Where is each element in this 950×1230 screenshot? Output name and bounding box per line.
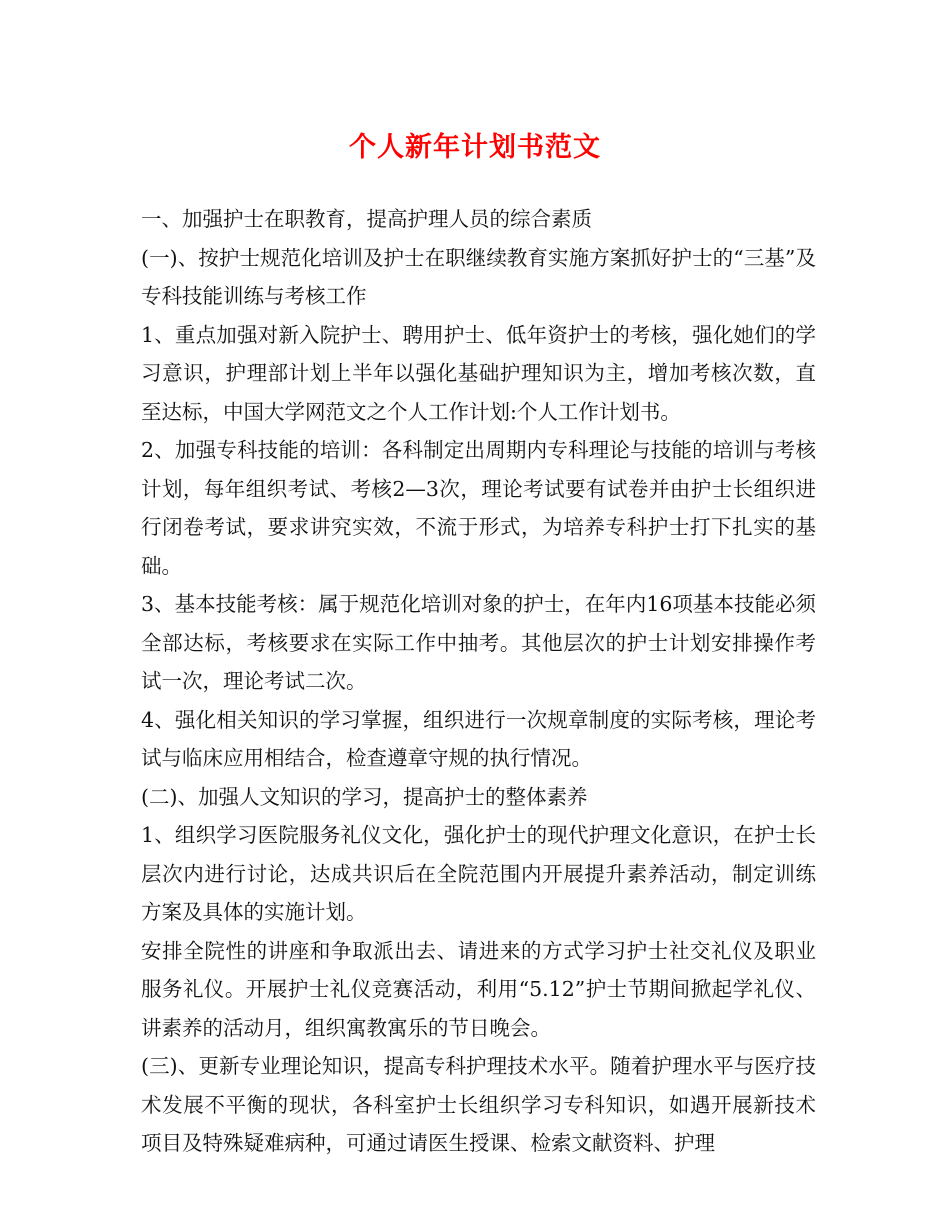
body-paragraph: 1、重点加强对新入院护士、聘用护士、低年资护士的考核，强化她们的学习意识，护理部计划上半年以强化基础护理知识为主，增加考核次数，直至达标，中国大学网范文之个人工作计划:个人工作计划书。 [141, 322, 816, 424]
document-body [141, 200, 816, 1163]
subsection-heading: (一)、按护士规范化培训及护士在职继续教育实施方案抓好护士的“三基”及专科技能训练与考核工作 [141, 245, 816, 308]
body-paragraph: 安排全院性的讲座和争取派出去、请进来的方式学习护士社交礼仪及职业服务礼仪。开展护士礼仪竞赛活动，利用“5.12”护士节期间掀起学礼仪、讲素养的活动月，组织寓教寓乐的节日晚会。 [141, 938, 816, 1040]
body-paragraph: 3、基本技能考核：属于规范化培训对象的护士，在年内16项基本技能必须全部达标，考核要求在实际工作中抽考。其他层次的护士计划安排操作考试一次，理论考试二次。 [141, 592, 816, 693]
section-heading: 一、加强护士在职教育，提高护理人员的综合素质 [141, 207, 592, 231]
body-paragraph: 2、加强专科技能的培训：各科制定出周期内专科理论与技能的培训与考核计划，每年组织考试、考核2—3次，理论考试要有试卷并由护士长组织进行闭卷考试，要求讲究实效，不流于形式，为培养专科护士打下扎实的基础。 [141, 438, 816, 578]
document-title: 个人新年计划书范文 [349, 132, 601, 163]
subsection-heading: (二)、加强人文知识的学习，提高护士的整体素养 [141, 784, 588, 809]
body-paragraph: 4、强化相关知识的学习掌握，组织进行一次规章制度的实际考核，理论考试与临床应用相结合，检查遵章守规的执行情况。 [141, 707, 816, 770]
body-paragraph: (三)、更新专业理论知识，提高专科护理技术水平。随着护理水平与医疗技术发展不平衡的现状，各科室护士长组织学习专科知识，如遇开展新技术项目及特殊疑难病种，可通过请医生授课、检索文献资料、护理 [141, 1054, 816, 1155]
body-paragraph: 1、组织学习医院服务礼仪文化，强化护士的现代护理文化意识，在护士长层次内进行讨论，达成共识后在全院范围内开展提升素养活动，制定训练方案及具体的实施计划。 [141, 823, 816, 924]
